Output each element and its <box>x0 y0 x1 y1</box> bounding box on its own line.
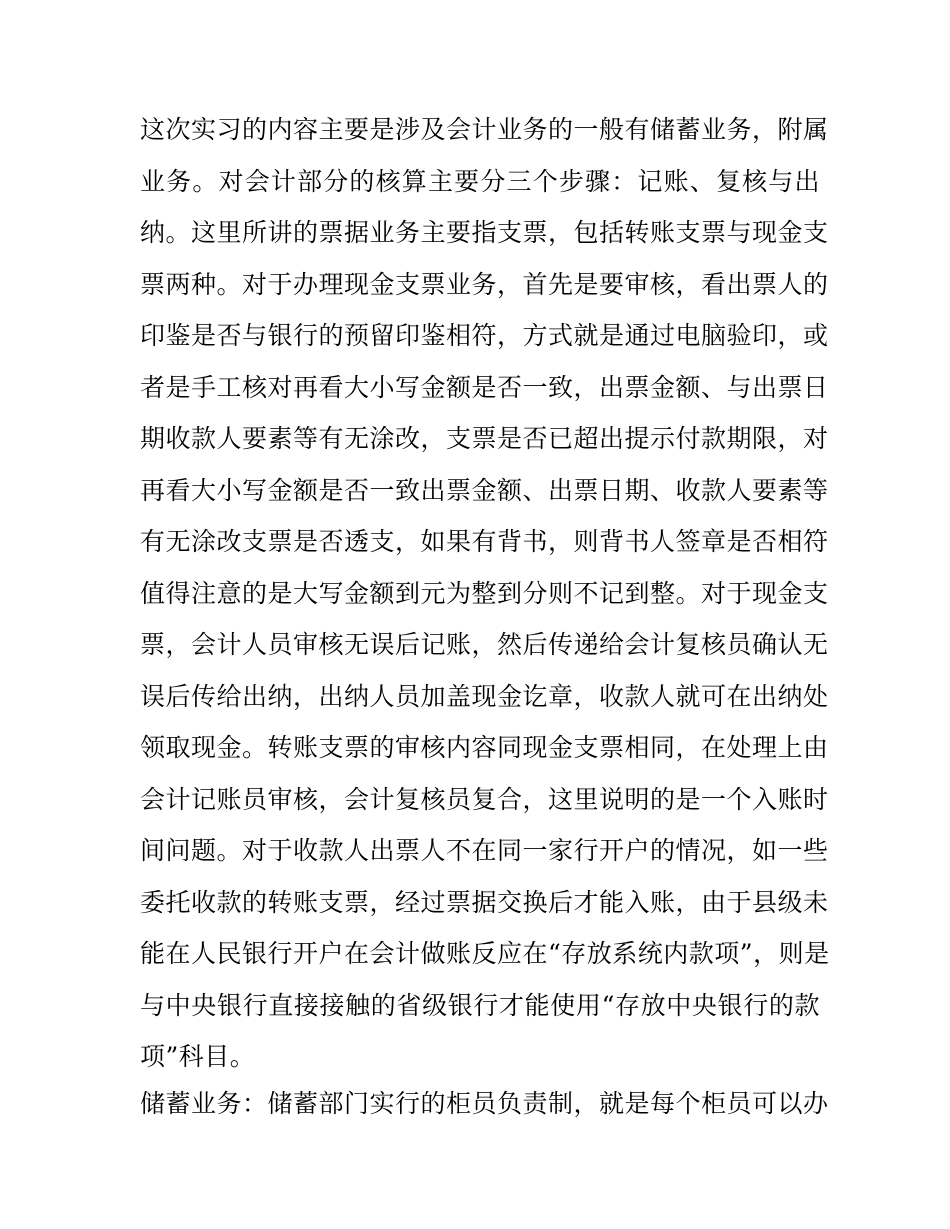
text-line: 纳。这里所讲的票据业务主要指支票，包括转账支票与现金支 <box>140 218 829 247</box>
text-line: 印鉴是否与银行的预留印鉴相符，方式就是通过电脑验印，或 <box>140 321 829 350</box>
text-line: 再看大小写金额是否一致出票金额、出票日期、收款人要素等 <box>140 475 829 505</box>
text-line: 与中央银行直接接触的省级银行才能使用“存放中央银行的款 <box>140 990 820 1020</box>
text-line: 业务。对会计部分的核算主要分三个步骤：记账、复核与出 <box>140 166 820 196</box>
text-line: 期收款人要素等有无涂改，支票是否已超出提示付款期限，对 <box>140 424 829 453</box>
text-line: 这次实习的内容主要是涉及会计业务的一般有储蓄业务，附属 <box>140 115 829 144</box>
text-line: 有无涂改支票是否透支，如果有背书，则背书人签章是否相符 <box>140 527 829 556</box>
text-line: 者是手工核对再看大小写金额是否一致，出票金额、与出票日 <box>140 372 829 402</box>
text-line: 误后传给出纳，出纳人员加盖现金讫章，收款人就可在出纳处 <box>140 681 829 711</box>
text-line: 票两种。对于办理现金支票业务，首先是要审核，看出票人的 <box>140 269 829 299</box>
text-line: 值得注意的是大写金额到元为整到分则不记到整。对于现金支 <box>140 578 829 608</box>
text-line: 票，会计人员审核无误后记账，然后传递给会计复核员确认无 <box>140 630 829 659</box>
text-line: 项”科目。 <box>140 1042 256 1071</box>
text-line: 储蓄业务：储蓄部门实行的柜员负责制，就是每个柜员可以办 <box>140 1089 829 1118</box>
text-line: 委托收款的转账支票，经过票据交换后才能入账，由于县级未 <box>140 887 829 917</box>
text-line: 能在人民银行开户在会计做账反应在“存放系统内款项”，则是 <box>140 939 830 968</box>
paragraph-savings <box>140 1078 829 1130</box>
paragraph-accounting <box>140 104 830 1083</box>
text-line: 间问题。对于收款人出票人不在同一家行开户的情况，如一些 <box>140 836 829 865</box>
text-line: 领取现金。转账支票的审核内容同现金支票相同，在处理上由 <box>140 733 829 762</box>
text-line: 会计记账员审核，会计复核员复合，这里说明的是一个入账时 <box>140 784 829 814</box>
